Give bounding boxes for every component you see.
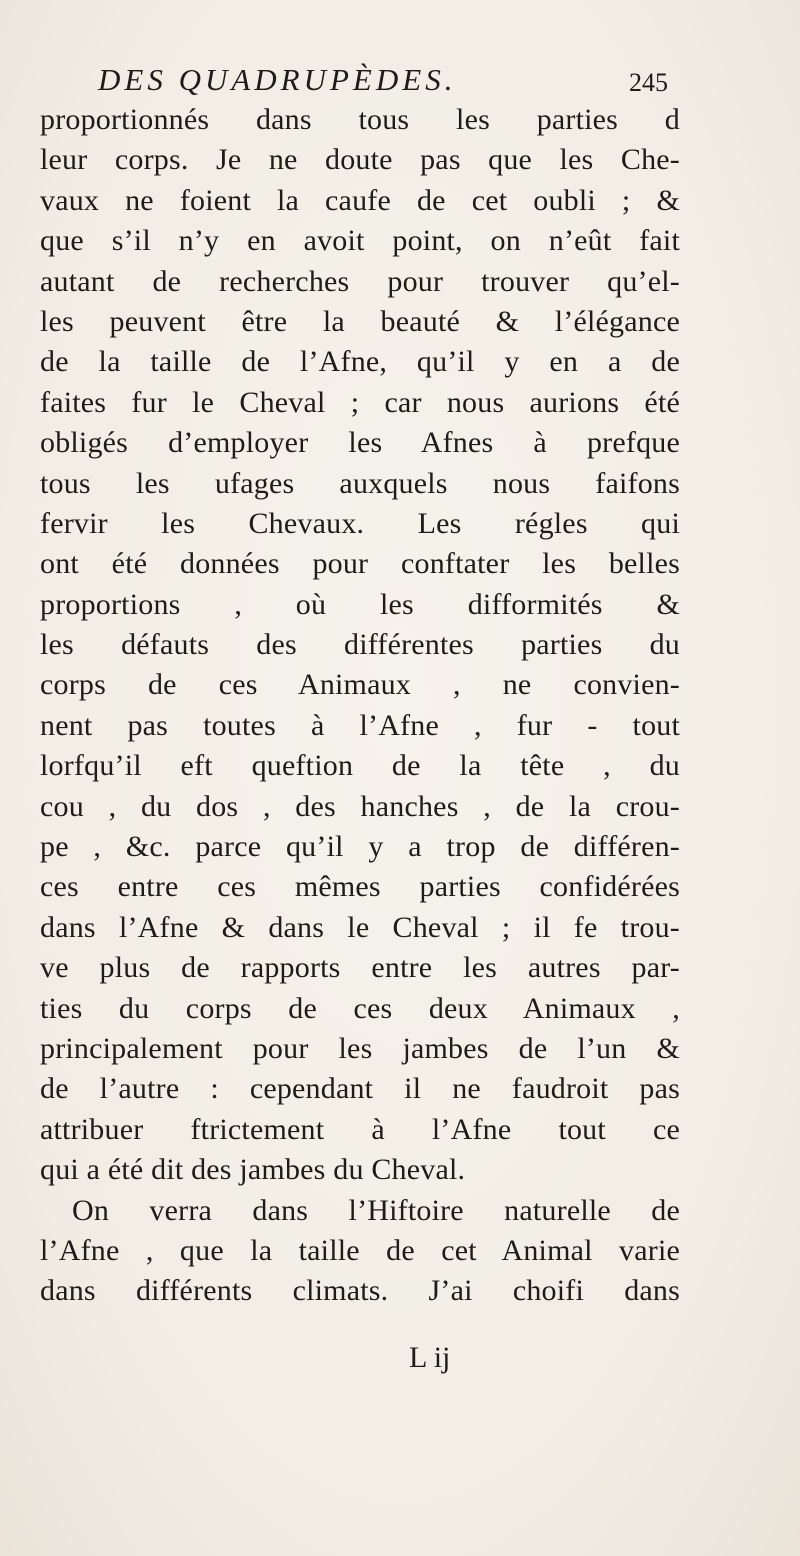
text-line: autant de recherches pour trouver qu’el- (40, 264, 680, 298)
text-line: l’Afne , que la taille de cet Animal varie (40, 1233, 680, 1267)
text-line: ces entre ces mêmes parties confidérées (40, 870, 680, 904)
text-line: proportionnés dans tous les parties d (40, 103, 680, 136)
text-line: attribuer ftrictement à l’Afne tout ce (40, 1112, 680, 1146)
text-line: lorfqu’il eft queftion de la tête , du (40, 749, 680, 783)
page-number: 245 (629, 68, 668, 97)
text-line: dans l’Afne & dans le Cheval ; il fe trou- (40, 910, 680, 944)
text-line: de la taille de l’Afne, qu’il y en a de (40, 345, 680, 379)
paragraph-start-line: On verra dans l’Hiftoire naturelle de (72, 1193, 680, 1227)
text-line: faites fur le Cheval ; car nous aurions été (40, 385, 680, 419)
signature-mark: L ij (409, 1341, 451, 1374)
text-line: fervir les Chevaux. Les régles qui (40, 506, 680, 540)
text-line: proportions , où les difformités & (40, 587, 680, 621)
text-line: corps de ces Animaux , ne convien- (40, 668, 680, 702)
text-line: de l’autre : cependant il ne faudroit pas (40, 1072, 680, 1106)
running-title: DES QUADRUPÈDES. (98, 62, 457, 97)
text-line: vaux ne foient la caufe de cet oubli ; & (40, 183, 680, 217)
text-line: les défauts des différentes parties du (40, 628, 680, 662)
body-text (40, 100, 680, 1312)
text-line: pe , &c. parce qu’il y a trop de différen- (40, 830, 680, 864)
text-line: obligés d’employer les Afnes à prefque (40, 426, 680, 460)
text-line: ont été données pour conftater les belles (40, 547, 680, 581)
text-line: nent pas toutes à l’Afne , fur - tout (40, 708, 680, 742)
text-line: ve plus de rapports entre les autres par- (40, 951, 680, 985)
text-line: les peuvent être la beauté & l’élégance (40, 304, 680, 338)
text-line: tous les ufages auxquels nous faifons (40, 466, 680, 500)
text-line: cou , du dos , des hanches , de la crou- (40, 789, 680, 823)
text-line: principalement pour les jambes de l’un & (40, 1031, 680, 1065)
text-line: leur corps. Je ne doute pas que les Che- (40, 143, 680, 177)
text-line: que s’il n’y en avoit point, on n’eût fait (40, 224, 680, 258)
text-line: dans différents climats. J’ai choifi dans (40, 1274, 680, 1308)
text-line: ties du corps de ces deux Animaux , (40, 991, 680, 1025)
text-line: qui a été dit des jambes du Cheval. (40, 1153, 466, 1187)
